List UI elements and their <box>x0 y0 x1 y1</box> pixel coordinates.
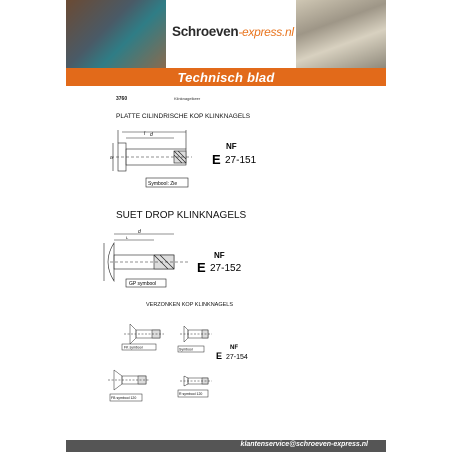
section3-norm-number: 27-154 <box>226 354 248 361</box>
section3-label-3: FB symbool 120 <box>111 396 137 400</box>
section3-label-4: R symbool 120 <box>179 392 203 396</box>
svg-text:d: d <box>138 229 141 235</box>
section3-norm-letter: E <box>216 351 223 361</box>
section2-drawing <box>66 225 386 295</box>
document-page <box>66 0 386 452</box>
logo-suffix: -express.nl <box>238 25 294 39</box>
title-banner <box>66 68 386 86</box>
header <box>66 0 386 70</box>
logo[interactable] <box>172 24 294 39</box>
section3-drawing <box>66 312 386 422</box>
product-code: 3760 <box>116 96 128 102</box>
section3-label-1: FK symbool <box>124 345 143 350</box>
footer <box>66 440 386 452</box>
svg-text:L: L <box>126 235 129 240</box>
section3-title: VERZONKEN KOP KLINKNAGELS <box>146 302 234 308</box>
section1-drawing <box>66 120 386 200</box>
section2-title: SUET DROP KLINKNAGELS <box>116 210 247 221</box>
header-photo-tools <box>66 0 166 70</box>
product-meta <box>116 96 201 102</box>
section3-norm-prefix: NF <box>230 345 238 351</box>
section1-symbol-label: Symbool: Zie <box>148 181 178 187</box>
header-photo-screws <box>296 0 386 70</box>
logo-area <box>166 0 296 70</box>
svg-text:l: l <box>144 131 146 137</box>
section2-norm-letter: E <box>197 260 206 275</box>
svg-text:D: D <box>110 155 113 160</box>
footer-email[interactable]: klantenservice@schroeven-express.nl <box>240 441 368 448</box>
section1-title: PLATTE CILINDRISCHE KOP KLINKNAGELS <box>116 113 251 120</box>
section2-norm-number: 27-152 <box>210 263 242 274</box>
banner-title: Technisch blad <box>177 69 275 85</box>
section1-norm-number: 27-151 <box>225 155 257 166</box>
section3-label-2: Symbool <box>179 347 193 352</box>
logo-main: Schroeven <box>172 24 239 39</box>
section1-norm-prefix: NF <box>226 142 237 151</box>
section2-norm-prefix: NF <box>214 251 225 260</box>
svg-text:d: d <box>150 132 153 138</box>
section1-norm-letter: E <box>212 152 221 167</box>
product-name: Klinknagelkeer <box>174 96 201 101</box>
section2-symbol-label: GP symbool <box>129 281 157 287</box>
